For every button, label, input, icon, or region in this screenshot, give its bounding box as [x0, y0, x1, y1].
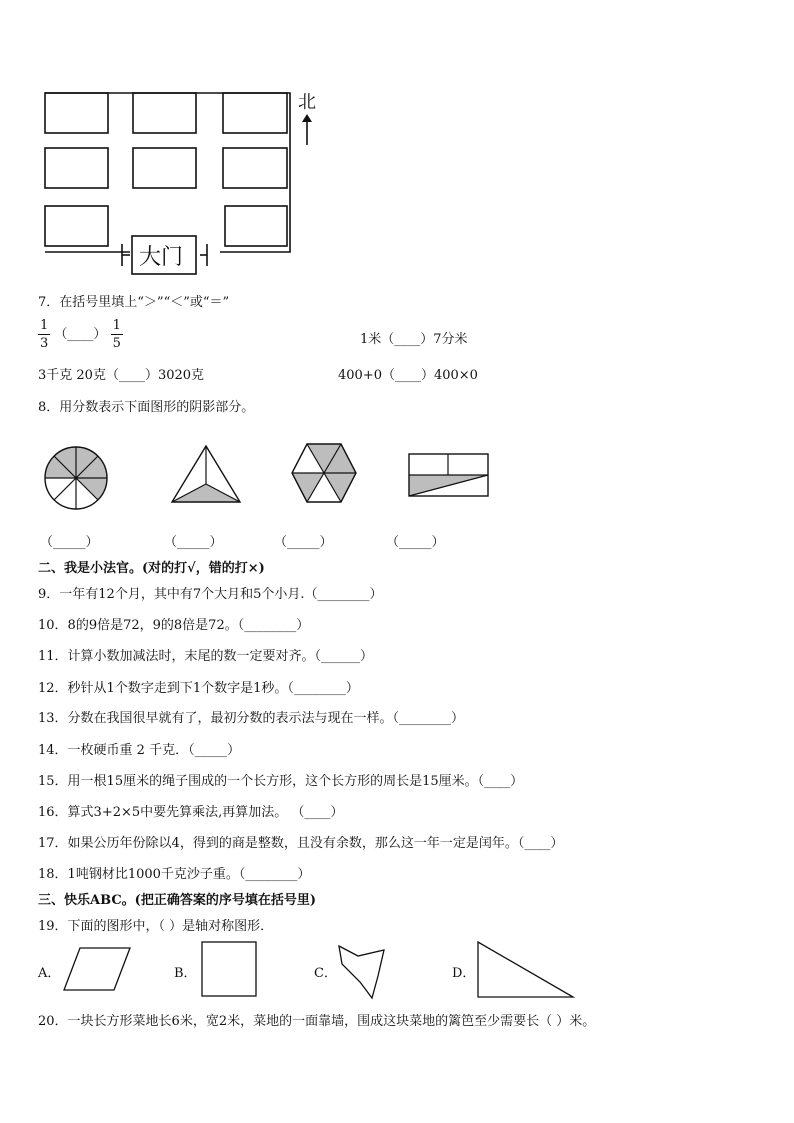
fraction: $\frac{1}{5}$	[112, 318, 121, 351]
question-16: 16．算式3+2×5中要先算乘法,再算加法。 （____）	[38, 805, 344, 820]
question-10: 10．8的9倍是72，9的8倍是72。（________）	[38, 618, 310, 633]
option-d-label: D．	[452, 966, 476, 981]
q7-item-a	[38, 317, 123, 352]
arrow-up-icon	[300, 112, 314, 146]
q8-answer-3[interactable]: （_____）	[274, 535, 333, 550]
q8-answer-2[interactable]: （_____）	[164, 535, 223, 550]
section-2-title: 二、我是小法官。(对的打√，错的打×)	[38, 561, 265, 576]
option-a-label: A．	[38, 966, 61, 981]
q8-answer-1[interactable]: （_____）	[40, 535, 99, 550]
q8-circle-figure	[42, 444, 110, 512]
q7-item-b: 1米（____）7分米	[360, 332, 468, 347]
square-shape	[200, 940, 258, 998]
option-b-label: B．	[174, 966, 197, 981]
campus-map	[40, 88, 340, 278]
question-19: 19．下面的图形中，（ ）是轴对称图形．	[38, 919, 274, 934]
gate-label: 大门	[139, 245, 184, 270]
question-9: 9．一年有12个月，其中有7个大月和5个小月.（________）	[38, 587, 383, 602]
question-11: 11．计算小数加减法时，末尾的数一定要对齐。（______）	[38, 649, 374, 664]
question-17: 17．如果公历年份除以4，得到的商是整数，且没有余数，那么这一年一定是闰年。（____）	[38, 836, 564, 851]
q8-hexagon-figure	[290, 440, 358, 506]
q8-rectangle-figure	[406, 451, 492, 499]
question-18: 18．1吨钢材比1000千克沙子重。（________）	[38, 867, 311, 882]
section-3-title: 三、快乐ABC。(把正确答案的序号填在括号里)	[38, 893, 316, 908]
question-14: 14．一枚硬币重 2 千克．（_____）	[38, 743, 241, 758]
question-13: 13．分数在我国很早就有了，最初分数的表示法与现在一样。（________）	[38, 711, 465, 726]
question-12: 12．秒针从1个数字走到下1个数字是1秒。（________）	[38, 681, 359, 696]
q8-triangle-figure	[168, 444, 244, 506]
q7-item-d: 400+0（____）400×0	[338, 368, 478, 383]
parallelogram-shape	[62, 946, 132, 992]
north-label: 北	[298, 92, 316, 113]
right-triangle-shape	[476, 940, 576, 1000]
answer-paren[interactable]: （____）	[54, 327, 107, 342]
q8-prompt: 8．用分数表示下面图形的阴影部分。	[38, 400, 255, 415]
q7-prompt: 7．在括号里填上“＞”“＜”或“＝”	[38, 295, 230, 310]
irregular-shape	[336, 942, 386, 1000]
fraction: $\frac{1}{3}$	[40, 318, 49, 351]
option-c-label: C．	[314, 966, 337, 981]
q8-answer-4[interactable]: （_____）	[386, 535, 445, 550]
question-15: 15．用一根15厘米的绳子围成的一个长方形，这个长方形的周长是15厘米。（____）	[38, 774, 524, 789]
q7-item-c: 3千克 20克（____）3020克	[38, 368, 205, 383]
question-20: 20．一块长方形菜地长6米，宽2米，菜地的一面靠墙，围成这块菜地的篱笆至少需要长（ ）米。	[38, 1014, 596, 1029]
